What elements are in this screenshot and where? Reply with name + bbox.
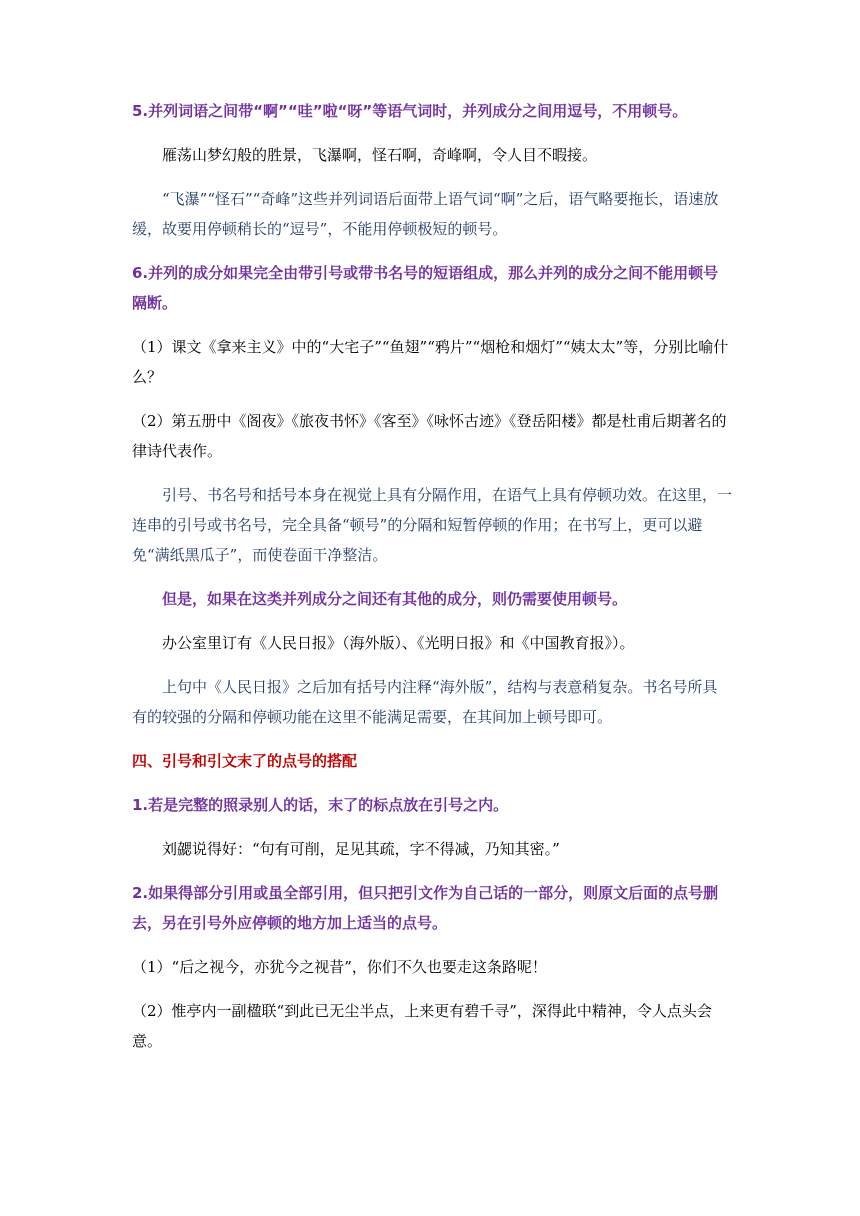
rule-4-1-example: 刘勰说得好：“句有可削，足见其疏，字不得减，乃知其密。” — [162, 840, 560, 858]
rule-4-2-heading: 2.如果得部分引用或虽全部引用，但只把引文作为自己话的一部分，则原文后面的点号删去，另在引号外应停顿的地方加上适当的点号。 — [132, 884, 719, 932]
rule-5-explanation: “飞瀑”“怪石”“奇峰”这些并列词语后面带上语气词“啊”之后，语气略要拖长，语速放缓，故要用停顿稍长的“逗号”，不能用停顿极短的顿号。 — [132, 190, 719, 238]
rule-6-example-1: （1）课文《拿来主义》中的“大宅子”“鱼翅”“鸦片”“烟枪和烟灯”“姨太太”等，分别比喻什么？ — [132, 338, 729, 386]
rule-6-note: 但是，如果在这类并列成分之间还有其他的成分，则仍需要使用顿号。 — [162, 590, 628, 608]
rule-6-example-2: （2）第五册中《阁夜》《旅夜书怀》《客至》《咏怀古迹》《登岳阳楼》都是杜甫后期著名的律诗代表作。 — [132, 412, 727, 460]
rule-5-heading: 5.并列词语之间带“啊”“哇”啦“呀”等语气词时，并列成分之间用逗号，不用顿号。 — [132, 102, 688, 120]
rule-6-explanation: 引号、书名号和括号本身在视觉上具有分隔作用，在语气上具有停顿功效。在这里，一连串的引号或书名号，完全具备“顿号”的分隔和短暂停顿的作用；在书写上，更可以避免“满纸黑瓜子”，而使卷面干净整洁。 — [132, 486, 733, 564]
rule-5-example: 雁荡山梦幻般的胜景，飞瀑啊，怪石啊，奇峰啊，令人目不暇接。 — [162, 146, 598, 164]
rule-4-2-example-1: （1）“后之视今，亦犹今之视昔”，你们不久也要走这条路呢！ — [132, 958, 547, 976]
document-page — [132, 96, 732, 1056]
rule-6-heading: 6.并列的成分如果完全由带引号或带书名号的短语组成，那么并列的成分之间不能用顿号隔断。 — [132, 264, 719, 312]
rule-4-2-example-2: （2）惟亭内一副楹联“到此已无尘半点，上来更有碧千寻”，深得此中精神，令人点头会意。 — [132, 1002, 712, 1050]
rule-6-explanation-3: 上句中《人民日报》之后加有括号内注释“海外版”，结构与表意稍复杂。书名号所具有的较强的分隔和停顿功能在这里不能满足需要，在其间加上顿号即可。 — [132, 678, 718, 726]
section-4-title: 四、引号和引文末了的点号的搭配 — [132, 752, 358, 770]
rule-6-example-3: 办公室里订有《人民日报》（海外版）、《光明日报》和《中国教育报》）。 — [162, 634, 635, 652]
rule-4-1-heading: 1.若是完整的照录别人的话，末了的标点放在引号之内。 — [132, 796, 509, 814]
